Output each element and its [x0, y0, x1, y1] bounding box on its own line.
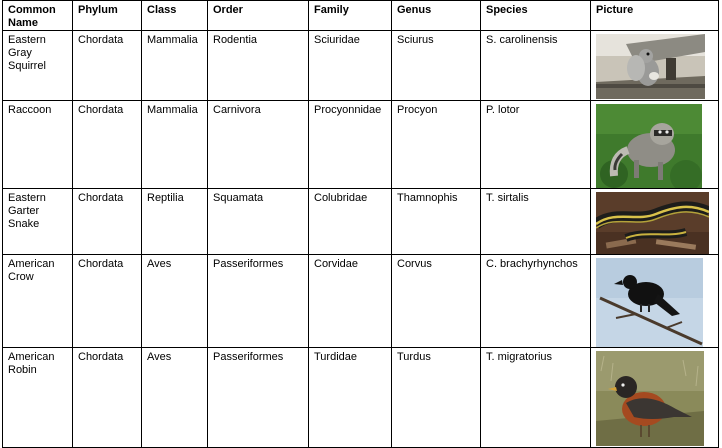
header-common-name: Common Name — [3, 1, 73, 31]
crow-photo — [596, 258, 703, 347]
cell-common-name: Eastern Gray Squirrel — [3, 31, 73, 101]
taxonomy-table — [2, 0, 719, 448]
cell-species: P. lotor — [481, 101, 591, 189]
cell-family: Procyonnidae — [309, 101, 392, 189]
cell-species: S. carolinensis — [481, 31, 591, 101]
cell-class: Aves — [142, 255, 208, 348]
cell-order: Passeriformes — [208, 255, 309, 348]
cell-order: Passeriformes — [208, 348, 309, 448]
cell-picture — [591, 189, 719, 255]
raccoon-photo — [596, 104, 702, 188]
table-row — [3, 348, 719, 448]
cell-common-name: American Robin — [3, 348, 73, 448]
cell-phylum: Chordata — [73, 255, 142, 348]
cell-order: Squamata — [208, 189, 309, 255]
cell-class: Mammalia — [142, 101, 208, 189]
table-row — [3, 31, 719, 101]
cell-phylum: Chordata — [73, 189, 142, 255]
header-species: Species — [481, 1, 591, 31]
cell-family: Turdidae — [309, 348, 392, 448]
robin-photo — [596, 351, 704, 446]
cell-genus: Thamnophis — [392, 189, 481, 255]
table-row — [3, 101, 719, 189]
garter-snake-photo — [596, 192, 709, 254]
header-family: Family — [309, 1, 392, 31]
cell-class: Mammalia — [142, 31, 208, 101]
cell-picture — [591, 348, 719, 448]
cell-picture — [591, 101, 719, 189]
cell-family: Sciuridae — [309, 31, 392, 101]
cell-family: Colubridae — [309, 189, 392, 255]
header-class: Class — [142, 1, 208, 31]
cell-species: C. brachyrhynchos — [481, 255, 591, 348]
table-row — [3, 255, 719, 348]
cell-common-name: American Crow — [3, 255, 73, 348]
table-row — [3, 189, 719, 255]
cell-order: Carnivora — [208, 101, 309, 189]
cell-species: T. migratorius — [481, 348, 591, 448]
cell-phylum: Chordata — [73, 31, 142, 101]
header-row — [3, 1, 719, 31]
cell-genus: Corvus — [392, 255, 481, 348]
gray-squirrel-photo — [596, 34, 705, 99]
header-genus: Genus — [392, 1, 481, 31]
cell-order: Rodentia — [208, 31, 309, 101]
cell-picture — [591, 255, 719, 348]
cell-family: Corvidae — [309, 255, 392, 348]
cell-phylum: Chordata — [73, 348, 142, 448]
cell-genus: Sciurus — [392, 31, 481, 101]
cell-phylum: Chordata — [73, 101, 142, 189]
header-picture: Picture — [591, 1, 719, 31]
cell-common-name: Eastern Garter Snake — [3, 189, 73, 255]
header-phylum: Phylum — [73, 1, 142, 31]
cell-genus: Turdus — [392, 348, 481, 448]
cell-class: Reptilia — [142, 189, 208, 255]
cell-class: Aves — [142, 348, 208, 448]
cell-genus: Procyon — [392, 101, 481, 189]
cell-species: T. sirtalis — [481, 189, 591, 255]
cell-common-name: Raccoon — [3, 101, 73, 189]
cell-picture — [591, 31, 719, 101]
header-order: Order — [208, 1, 309, 31]
